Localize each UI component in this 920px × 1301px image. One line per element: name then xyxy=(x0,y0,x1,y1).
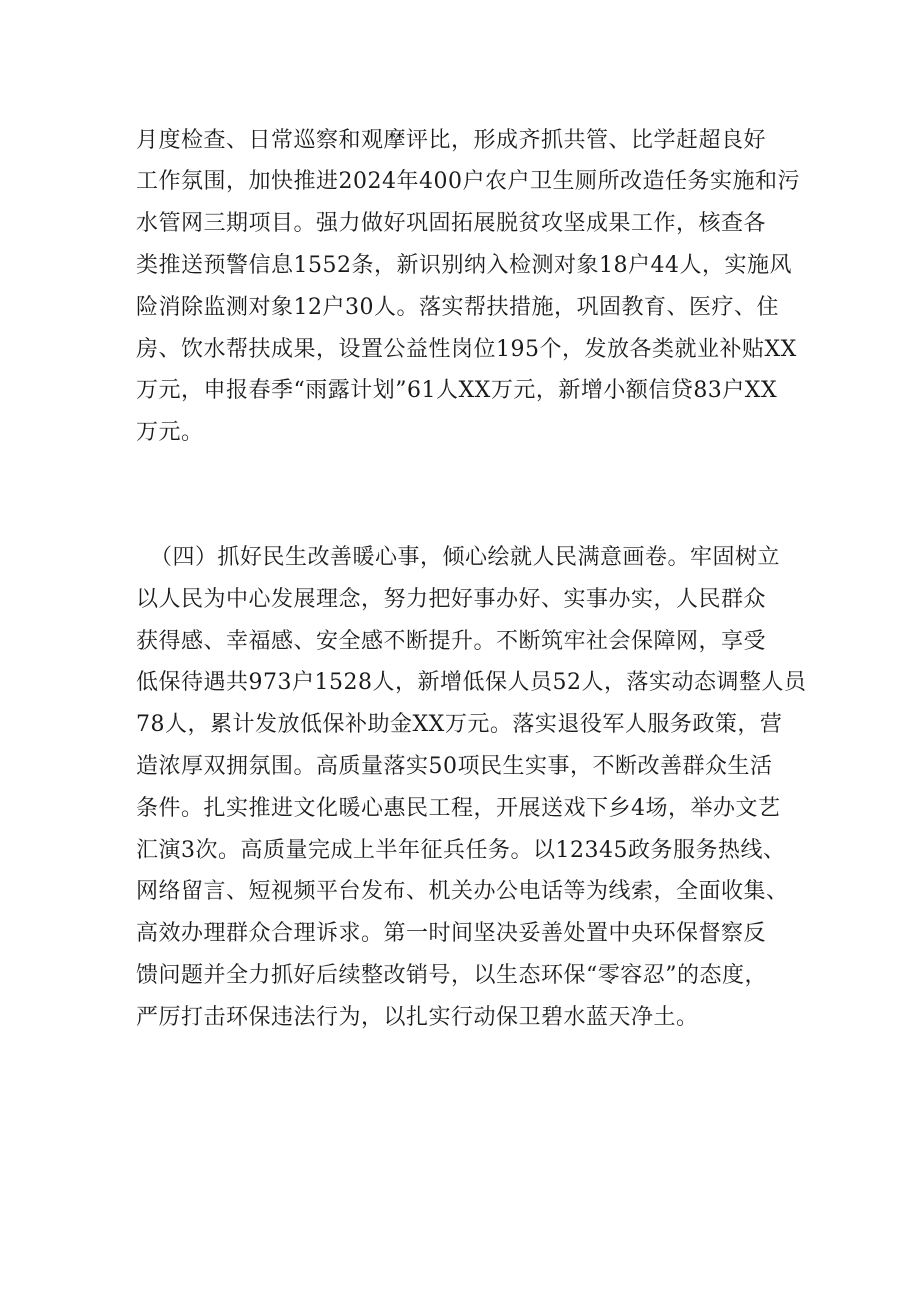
paragraph-line: 险消除监测对象12户30人。落实帮扶措施，巩固教育、医疗、住 xyxy=(136,295,779,320)
paragraph-line: 条件。扎实推进文化暖心惠民工程，开展送戏下乡4场，举办文艺 xyxy=(136,796,781,821)
paragraph-line: 严厉打击环保违法行为，以扎实行动保卫碧水蓝天净土。 xyxy=(136,1005,699,1030)
paragraph-line: 月度检查、日常巡察和观摩评比，形成齐抓共管、比学赶超良好 xyxy=(136,128,767,153)
paragraph-line: 高效办理群众合理诉求。第一时间坚决妥善处置中央环保督察反 xyxy=(136,921,767,946)
paragraph-line: 78人，累计发放低保补助金XX万元。落实退役军人服务政策，营 xyxy=(136,712,783,737)
paragraph-line: 网络留言、短视频平台发布、机关办公电话等为线索，全面收集、 xyxy=(136,879,789,904)
paragraph-line: 房、饮水帮扶成果，设置公益性岗位195个，发放各类就业补贴XX xyxy=(136,337,797,362)
paragraph-line: 低保待遇共973户1528人，新增低保人员52人，落实动态调整人员 xyxy=(136,670,807,695)
paragraph-line: 类推送预警信息1552条，新识别纳入检测对象18户44人，实施风 xyxy=(136,253,792,278)
paragraph-line: 万元，申报春季“雨露计划”61人XX万元，新增小额信贷83户XX xyxy=(136,378,778,403)
paragraph-line: 汇演3次。高质量完成上半年征兵任务。以12345政务服务热线、 xyxy=(136,838,786,863)
paragraph-line: 获得感、幸福感、安全感不断提升。不断筑牢社会保障网，享受 xyxy=(136,629,767,654)
paragraph-line: （四）抓好民生改善暖心事，倾心绘就人民满意画卷。牢固树立 xyxy=(150,545,781,570)
paragraph-line: 水管网三期项目。强力做好巩固拓展脱贫攻坚成果工作，核查各 xyxy=(136,211,767,236)
paragraph-line: 万元。 xyxy=(136,420,204,445)
paragraph-line: 以人民为中心发展理念，努力把好事办好、实事办实，人民群众 xyxy=(136,587,767,612)
paragraph-line: 馈问题并全力抓好后续整改销号，以生态环保“零容忍”的态度， xyxy=(136,963,767,988)
paragraph-line: 造浓厚双拥氛围。高质量落实50项民生实事，不断改善群众生活 xyxy=(136,754,773,779)
paragraph-line: 工作氛围，加快推进2024年400户农户卫生厕所改造任务实施和污 xyxy=(136,169,800,194)
